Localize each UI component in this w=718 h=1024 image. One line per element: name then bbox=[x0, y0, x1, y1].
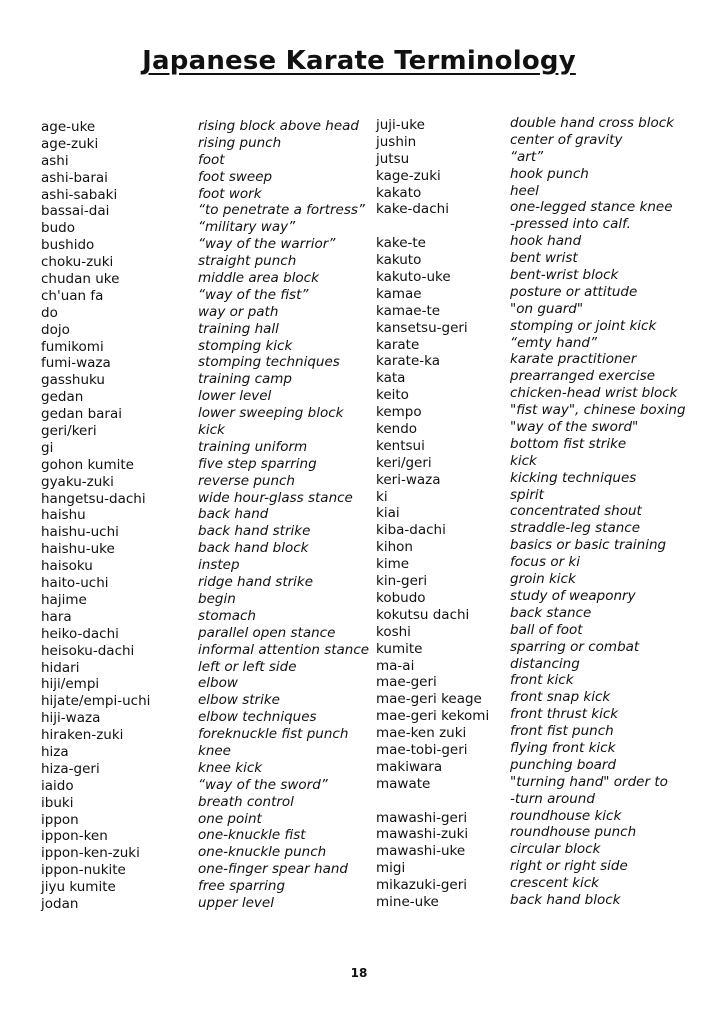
definition: front snap kick bbox=[510, 689, 611, 706]
term bbox=[376, 793, 489, 810]
definition: concentrated shout bbox=[510, 503, 642, 520]
definition: breath control bbox=[198, 793, 294, 810]
definition: left or left side bbox=[198, 658, 297, 675]
term: dojo bbox=[41, 321, 70, 338]
term: mae-geri kekomi bbox=[376, 708, 490, 725]
term: ippon bbox=[41, 811, 79, 828]
definition: straight punch bbox=[198, 253, 297, 270]
term: kihon bbox=[376, 539, 413, 556]
term: haishu-uke bbox=[41, 541, 115, 558]
definition: front kick bbox=[510, 672, 574, 689]
term: hidari bbox=[41, 659, 80, 676]
definition: roundhouse punch bbox=[510, 824, 637, 841]
term: hara bbox=[41, 608, 72, 625]
term: ch'uan fa bbox=[41, 287, 104, 304]
definition: flying front kick bbox=[510, 739, 616, 756]
definition: ball of foot bbox=[510, 621, 583, 638]
term: fumikomi bbox=[41, 338, 104, 355]
definition: heel bbox=[510, 182, 539, 199]
term: mawashi-uke bbox=[376, 843, 466, 860]
term: kake-dachi bbox=[376, 201, 449, 218]
term: jushin bbox=[376, 133, 417, 150]
definition: circular block bbox=[510, 841, 601, 858]
definition: chicken-head wrist block bbox=[510, 385, 678, 402]
definition: lower level bbox=[198, 388, 272, 405]
definition: reverse punch bbox=[198, 472, 295, 489]
term: mae-ken zuki bbox=[376, 725, 467, 742]
definition: bent-wrist block bbox=[510, 267, 619, 284]
term: migi bbox=[376, 860, 406, 877]
definition: focus or ki bbox=[510, 554, 580, 571]
term: kumite bbox=[376, 640, 423, 657]
definition: ridge hand strike bbox=[198, 574, 314, 591]
term: kime bbox=[376, 556, 410, 573]
definition: “way of the sword” bbox=[198, 776, 328, 793]
term: kiai bbox=[376, 505, 400, 522]
definition: front fist punch bbox=[510, 723, 614, 740]
definition: one-finger spear hand bbox=[198, 861, 348, 878]
term: age-zuki bbox=[41, 135, 99, 152]
definition: basics or basic training bbox=[510, 537, 667, 554]
term: ma-ai bbox=[376, 657, 415, 674]
term: hajime bbox=[41, 591, 87, 608]
term: kobudo bbox=[376, 589, 426, 606]
term: ki bbox=[376, 488, 388, 505]
definition: crescent kick bbox=[510, 875, 599, 892]
definition: one-legged stance knee bbox=[510, 199, 673, 216]
term: mikazuki-geri bbox=[376, 877, 468, 894]
term: hiza-geri bbox=[41, 760, 100, 777]
definition: elbow techniques bbox=[198, 709, 317, 726]
term: hiraken-zuki bbox=[41, 727, 124, 744]
term: kakuto bbox=[376, 252, 422, 269]
term: gasshuku bbox=[41, 372, 105, 389]
term: geri/keri bbox=[41, 423, 97, 440]
definition: punching board bbox=[510, 756, 617, 773]
term: kakuto-uke bbox=[376, 269, 451, 286]
term: hiji/empi bbox=[41, 676, 100, 693]
term: gedan barai bbox=[41, 406, 122, 423]
term: kendo bbox=[376, 421, 418, 438]
term: ippon-ken-zuki bbox=[41, 845, 140, 862]
term: chudan uke bbox=[41, 271, 120, 288]
term: karate bbox=[376, 336, 420, 353]
term: kansetsu-geri bbox=[376, 319, 468, 336]
definition: study of weaponry bbox=[510, 587, 636, 604]
term: haishu-uchi bbox=[41, 524, 119, 541]
term: mawate bbox=[376, 775, 431, 792]
definition: bottom fist strike bbox=[510, 435, 627, 452]
term: ippon-nukite bbox=[41, 862, 126, 879]
term: kiba-dachi bbox=[376, 522, 446, 539]
term: koshi bbox=[376, 623, 411, 640]
definition: rising punch bbox=[198, 134, 282, 151]
term: do bbox=[41, 304, 58, 321]
definition: back hand block bbox=[510, 891, 621, 908]
term: jiyu kumite bbox=[41, 879, 116, 896]
term: mae-geri bbox=[376, 674, 437, 691]
term: kage-zuki bbox=[376, 167, 441, 184]
definition: karate practitioner bbox=[510, 351, 637, 368]
definition: one-knuckle fist bbox=[198, 827, 306, 844]
term: ashi bbox=[41, 152, 69, 169]
definition: -pressed into calf. bbox=[510, 216, 631, 233]
term: hiza bbox=[41, 743, 69, 760]
term: mae-geri keage bbox=[376, 691, 482, 708]
definition: training uniform bbox=[198, 438, 308, 455]
term: kake-te bbox=[376, 235, 426, 252]
term: heisoku-dachi bbox=[41, 642, 135, 659]
term: kata bbox=[376, 370, 406, 387]
definition: "on guard" bbox=[510, 300, 584, 317]
definition: five step sparring bbox=[198, 455, 317, 472]
definition: way or path bbox=[198, 303, 279, 320]
definition: knee bbox=[198, 742, 231, 759]
definition: wide hour-glass stance bbox=[198, 489, 353, 506]
term: keri/geri bbox=[376, 454, 432, 471]
definition: rising block above head bbox=[198, 118, 360, 134]
definition: -turn around bbox=[510, 790, 595, 807]
term: mine-uke bbox=[376, 893, 439, 910]
definition: lower sweeping block bbox=[198, 405, 344, 422]
definition: parallel open stance bbox=[198, 624, 336, 641]
definition: spirit bbox=[510, 486, 544, 503]
term: kamae-te bbox=[376, 302, 441, 319]
definition: informal attention stance bbox=[198, 641, 370, 658]
definition: middle area block bbox=[198, 270, 319, 287]
left-terms-column bbox=[41, 119, 150, 913]
definition: one-knuckle punch bbox=[198, 844, 327, 861]
definition: foreknuckle fist punch bbox=[198, 726, 349, 743]
term: kokutsu dachi bbox=[376, 606, 470, 623]
term: heiko-dachi bbox=[41, 625, 119, 642]
term: gyaku-zuki bbox=[41, 473, 114, 490]
term: jodan bbox=[41, 895, 79, 912]
definition: hook punch bbox=[510, 165, 589, 182]
term: haishu bbox=[41, 507, 86, 524]
definition: stomping techniques bbox=[198, 354, 340, 371]
term: jutsu bbox=[376, 150, 410, 167]
term: fumi-waza bbox=[41, 355, 111, 372]
term: kamae bbox=[376, 285, 422, 302]
definition: begin bbox=[198, 590, 236, 607]
term: kempo bbox=[376, 404, 422, 421]
term: haisoku bbox=[41, 558, 93, 575]
term: keito bbox=[376, 387, 409, 404]
term: bassai-dai bbox=[41, 203, 110, 220]
term: ashi-barai bbox=[41, 169, 108, 186]
definition: “to penetrate a fortress” bbox=[198, 202, 365, 219]
term: gedan bbox=[41, 389, 84, 406]
definition: “way of the fist” bbox=[198, 286, 309, 303]
definition: straddle-leg stance bbox=[510, 520, 641, 537]
definition: back stance bbox=[510, 604, 592, 621]
definition: foot sweep bbox=[198, 168, 273, 185]
definition: kick bbox=[510, 452, 537, 469]
definition: sparring or combat bbox=[510, 638, 640, 655]
right-definitions-column bbox=[510, 115, 686, 909]
definition: elbow bbox=[198, 675, 238, 692]
term: hangetsu-dachi bbox=[41, 490, 146, 507]
definition: training camp bbox=[198, 371, 293, 388]
definition: bent wrist bbox=[510, 250, 578, 267]
definition: “way of the warrior” bbox=[198, 236, 336, 253]
definition: groin kick bbox=[510, 571, 576, 588]
page-number: 18 bbox=[350, 966, 368, 980]
term: ashi-sabaki bbox=[41, 186, 118, 203]
definition: back hand block bbox=[198, 540, 309, 557]
definition: posture or attitude bbox=[510, 283, 638, 300]
definition: back hand bbox=[198, 506, 269, 523]
definition: "fist way", chinese boxing bbox=[510, 402, 686, 419]
definition: “art” bbox=[510, 148, 544, 165]
definition: foot bbox=[198, 151, 225, 168]
definition: training hall bbox=[198, 320, 279, 337]
term: gohon kumite bbox=[41, 456, 134, 473]
term bbox=[376, 218, 489, 235]
term: mawashi-zuki bbox=[376, 826, 469, 843]
term: kentsui bbox=[376, 437, 425, 454]
term: hiji-waza bbox=[41, 710, 101, 727]
left-definitions-column bbox=[198, 118, 369, 912]
term: ibuki bbox=[41, 794, 74, 811]
definition: instep bbox=[198, 557, 240, 574]
definition: distancing bbox=[510, 655, 580, 672]
term: mae-tobi-geri bbox=[376, 741, 468, 758]
term: ippon-ken bbox=[41, 828, 108, 845]
definition: kicking techniques bbox=[510, 469, 637, 486]
term: karate-ka bbox=[376, 353, 440, 370]
definition: “military way” bbox=[198, 219, 296, 236]
term: kakato bbox=[376, 184, 422, 201]
definition: prearranged exercise bbox=[510, 368, 656, 385]
definition: elbow strike bbox=[198, 692, 280, 709]
term: juji-uke bbox=[376, 117, 425, 133]
definition: double hand cross block bbox=[510, 115, 674, 131]
definition: one point bbox=[198, 810, 262, 827]
term: iaido bbox=[41, 777, 74, 794]
term: mawashi-geri bbox=[376, 809, 468, 826]
definition: "way of the sword" bbox=[510, 419, 639, 436]
definition: “emty hand” bbox=[510, 334, 597, 351]
definition: hook hand bbox=[510, 233, 582, 250]
term: keri-waza bbox=[376, 471, 441, 488]
term: age-uke bbox=[41, 119, 96, 135]
definition: free sparring bbox=[198, 878, 286, 895]
page-title: Japanese Karate Terminology bbox=[142, 46, 576, 76]
definition: center of gravity bbox=[510, 131, 623, 148]
definition: upper level bbox=[198, 894, 274, 911]
definition: knee kick bbox=[198, 759, 263, 776]
term: makiwara bbox=[376, 758, 443, 775]
definition: back hand strike bbox=[198, 523, 311, 540]
definition: stomping or joint kick bbox=[510, 317, 657, 334]
term: bushido bbox=[41, 237, 95, 254]
term: budo bbox=[41, 220, 75, 237]
term: kin-geri bbox=[376, 573, 428, 590]
definition: stomping kick bbox=[198, 337, 293, 354]
term: haito-uchi bbox=[41, 575, 109, 592]
definition: stomach bbox=[198, 607, 256, 624]
definition: front thrust kick bbox=[510, 706, 619, 723]
definition: kick bbox=[198, 422, 225, 439]
term: gi bbox=[41, 439, 54, 456]
definition: roundhouse kick bbox=[510, 807, 622, 824]
term: hijate/empi-uchi bbox=[41, 693, 151, 710]
definition: foot work bbox=[198, 185, 262, 202]
right-terms-column bbox=[376, 117, 489, 911]
definition: right or right side bbox=[510, 858, 628, 875]
definition: "turning hand" order to bbox=[510, 773, 668, 790]
term: choku-zuki bbox=[41, 254, 114, 271]
